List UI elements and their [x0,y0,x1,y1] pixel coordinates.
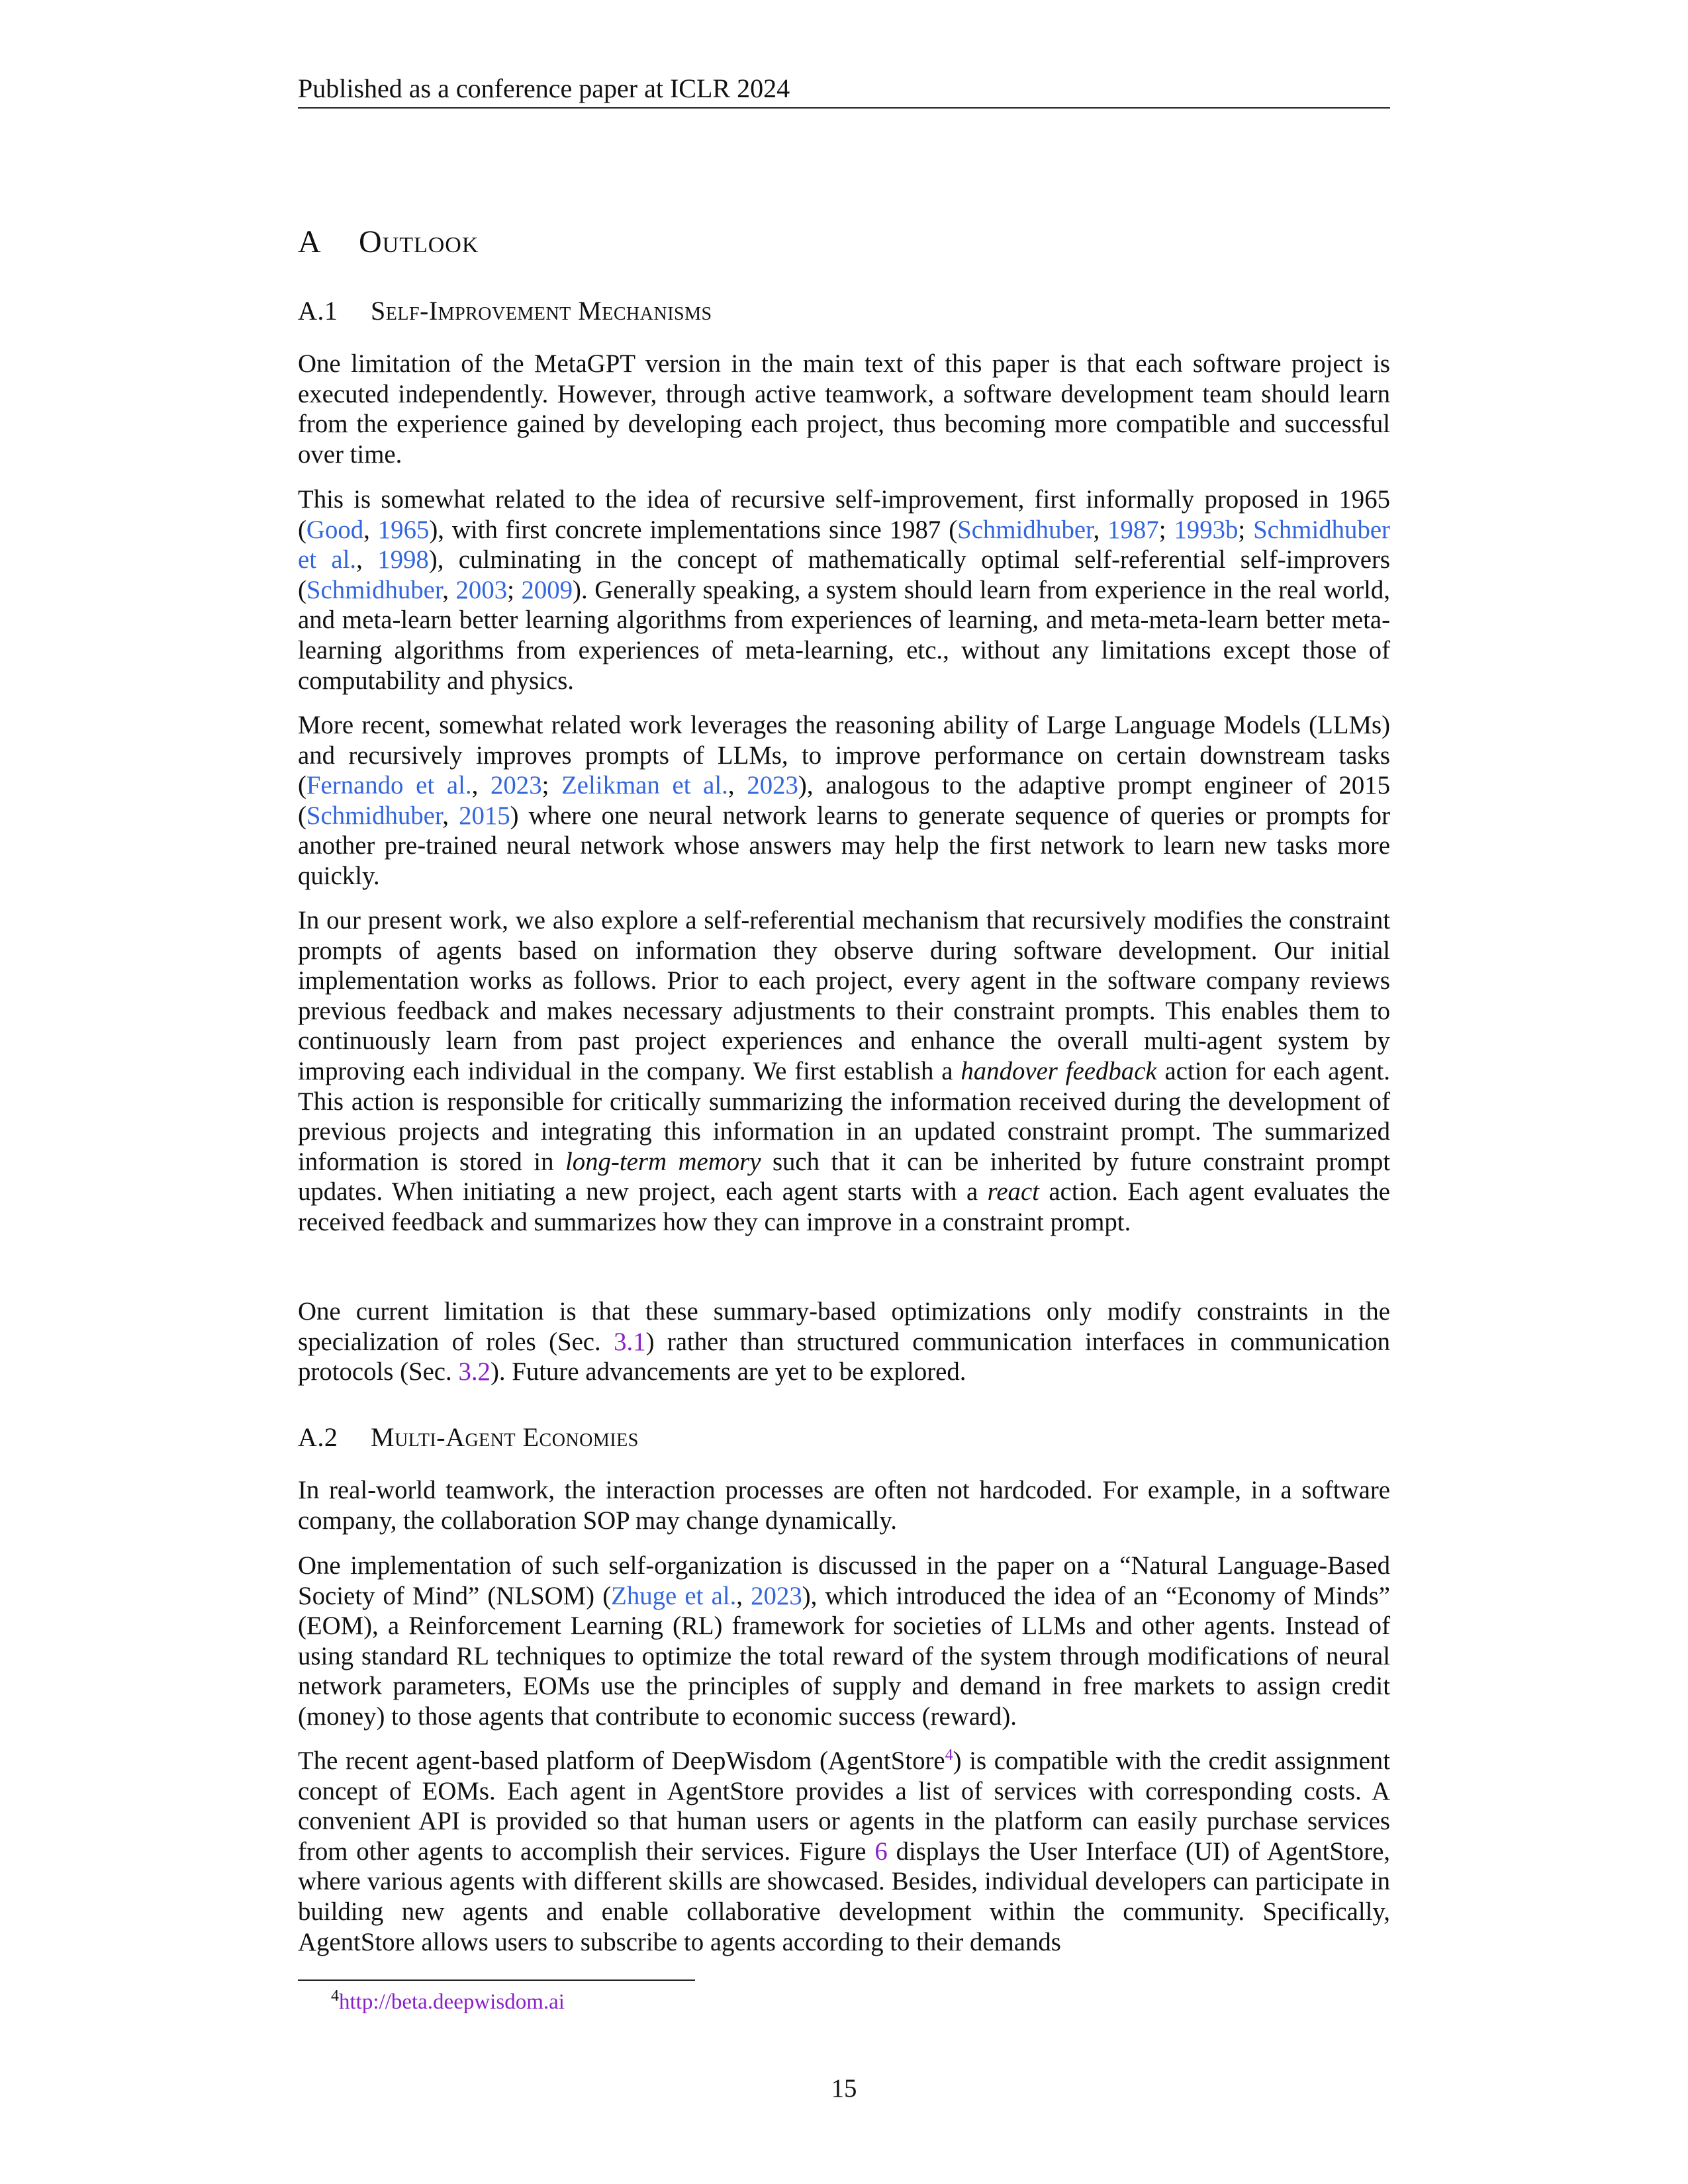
citation-link[interactable]: Zhuge et al. [611,1581,737,1610]
citation-link[interactable]: Zelikman et al. [561,771,728,800]
emphasis-term: long-term memory [565,1147,761,1176]
subsection-title: Multi-Agent Economies [371,1422,639,1452]
emphasis-term: handover feedback [961,1056,1157,1085]
citation-link[interactable]: 1998 [377,545,429,574]
citation-link[interactable]: 2023 [747,771,798,800]
subsection-heading-a2 [298,1420,639,1455]
subsection-number: A.2 [298,1422,338,1452]
paragraph-4: In our present work, we also explore a self-referential mechanism that recursively modifies the constraint prompts of agents based on information they observe during software development. Our initial implementation works as follows. Prior to each project, every agent in the software company reviews previous feedback and makes necessary adjustments to their constraint prompts. This enables them to continuously learn from past project experiences and enhance the overall multi-agent system by improving each individual in the company. We first establish a handover feedback action for each agent. This action is responsible for critically summarizing the information received during the development of previous projects and integrating this information in an updated constraint prompt. The summarized information is stored in long-term memory such that it can be inherited by future constraint prompt updates. When initiating a new project, each agent starts with a react action. Each agent evaluates the received feedback and summarizes how they can improve in a constraint prompt. [298,906,1391,1236]
footnote-marker-link[interactable]: 4 [945,1747,953,1764]
figure-reference-link[interactable]: 6 [874,1837,888,1866]
citation-link[interactable]: 1987 [1107,515,1159,544]
citation-link[interactable]: Schmidhuber [306,801,443,830]
paragraph-1: One limitation of the MetaGPT version in the main text of this paper is that each software project is executed independently. However, through active teamwork, a software development team should learn from the experience gained by developing each project, thus becoming more compatible and successful over time. [298,349,1390,469]
citation-link[interactable]: Good [306,515,364,544]
footnote-url-link[interactable]: http://beta.deepwisdom.ai [339,1990,565,2014]
section-number: A [298,224,322,259]
citation-link[interactable]: Schmidhuber [957,515,1094,544]
paragraph-7: One implementation of such self-organization is discussed in the paper on a “Natural Language-Based Society of Mind” (NLSOM) (Zhuge et al., 2023), which introduced the idea of an “Economy of Minds” (EOM), a Reinforcement Learning (RL) framework for societies of LLMs and other agents. Instead of using standard RL techniques to optimize the total reward of the system through modifications of neural network parameters, EOMs use the principles of supply and demand in free markets to assign credit (money) to those agents that contribute to economic success (reward). [298,1551,1390,1731]
citation-link[interactable]: Schmidhuber et al. [298,515,1390,574]
citation-link[interactable]: Schmidhuber [306,575,443,604]
section-reference-link[interactable]: 3.2 [458,1357,491,1387]
section-reference-link[interactable]: 3.1 [614,1327,646,1356]
citation-link[interactable]: 2015 [459,801,510,830]
subsection-heading-a1 [298,294,712,328]
footnote [331,1988,565,2016]
paper-page [298,0,1390,2184]
page-number: 15 [831,2074,857,2103]
citation-link[interactable]: 1993b [1174,515,1239,544]
citation-link[interactable]: 1965 [377,515,430,544]
citation-link[interactable]: 2003 [455,575,508,604]
citation-link[interactable]: Fernando et al. [306,771,472,800]
paragraph-6: In real-world teamwork, the interaction processes are often not hardcoded. For example, in a software company, the collaboration SOP may change dynamically. [298,1476,1390,1535]
footnote-mark: 4 [331,1987,339,2005]
paragraph-5: One current limitation is that these summary-based optimizations only modify constraints in the specialization of roles (Sec. 3.1) rather than structured communication interfaces in communication protocols (Sec. 3.2). Future advancements are yet to be explored. [298,1297,1390,1387]
subsection-title: Self-Improvement Mechanisms [371,296,712,326]
section-heading [298,222,479,262]
citation-link[interactable]: 2009 [521,575,573,604]
footnote-divider [298,1979,695,1981]
paragraph-2: This is somewhat related to the idea of recursive self-improvement, first informally proposed in 1965 (Good, 1965), with first concrete implementations since 1987 (Schmidhuber, 1987; 1993b; Schmidhuber et al., 1998), culminating in the concept of mathematically optimal self-referential self-improvers (Schmidhuber, 2003; 2009). Generally speaking, a system should learn from experience in the real world, and meta-learn better learning algorithms from experiences of learning, and meta-meta-learn better meta-learning algorithms from experiences of meta-learning, etc., without any limitations except those of computability and physics. [298,485,1391,695]
running-header: Published as a conference paper at ICLR 2024 [298,71,1390,109]
subsection-number: A.1 [298,296,338,326]
emphasis-term: react [987,1177,1039,1206]
section-title: Outlook [359,224,479,259]
citation-link[interactable]: 2023 [751,1581,802,1610]
citation-link[interactable]: 2023 [491,771,542,800]
paragraph-8: The recent agent-based platform of DeepWisdom (AgentStore$^4$) is compatible with the credit assignment concept of EOMs. Each agent in AgentStore provides a list of services with corresponding costs. A convenient API is provided so that human users or agents in the platform can easily purchase services from other agents to accomplish their services. Figure 6 displays the User Interface (UI) of AgentStore, where various agents with different skills are showcased. Besides, individual developers can participate in building new agents and enable collaborative development within the community. Specifically, AgentStore allows users to subscribe to agents according to their demands [298,1747,1390,1956]
paragraph-3: More recent, somewhat related work leverages the reasoning ability of Large Language Models (LLMs) and recursively improves prompts of LLMs, to improve performance on certain downstream tasks (Fernando et al., 2023; Zelikman et al., 2023), analogous to the adaptive prompt engineer of 2015 (Schmidhuber, 2015) where one neural network learns to generate sequence of queries or prompts for another pre-trained neural network whose answers may help the first network to learn new tasks more quickly. [298,711,1391,890]
